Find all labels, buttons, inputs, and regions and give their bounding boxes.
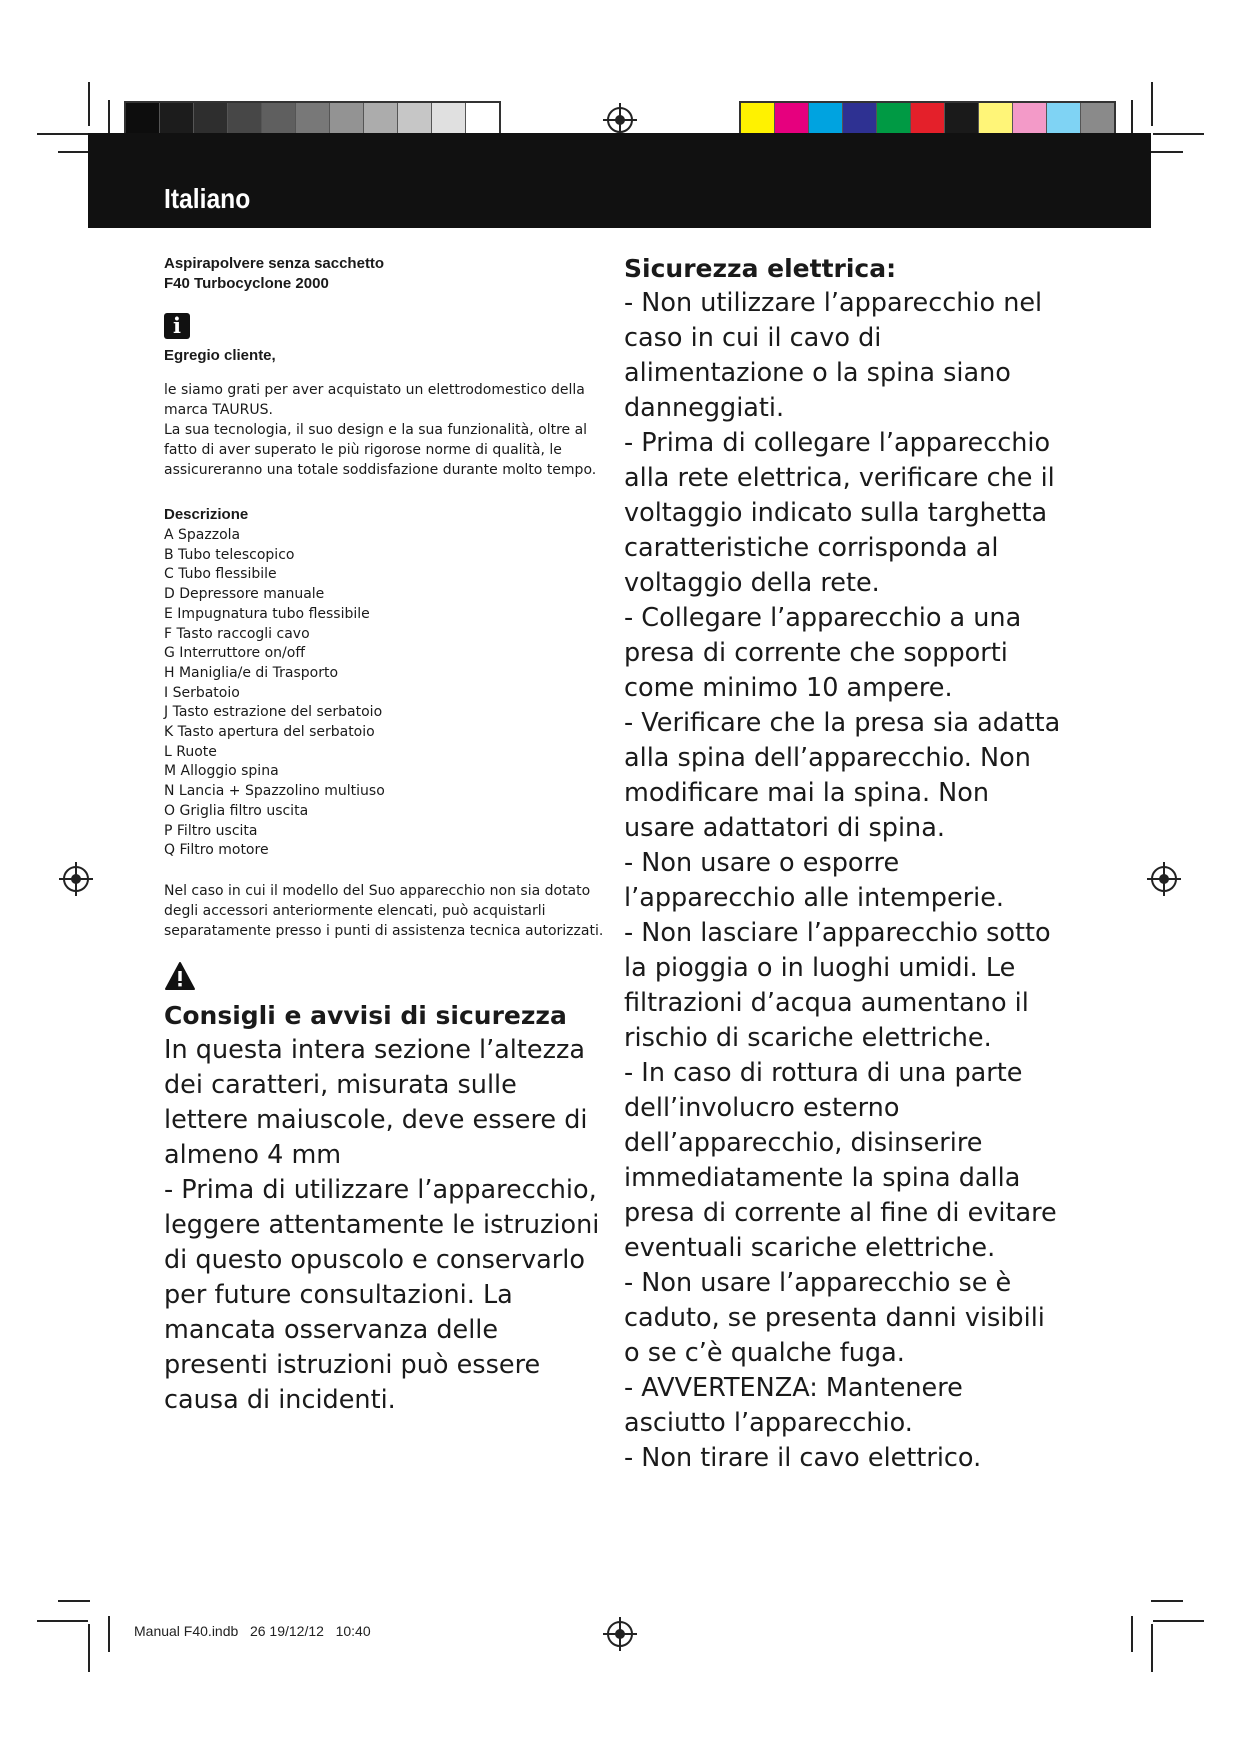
- list-item: - Non usare l’apparecchio se è caduto, se presenta danni visibili o se c’è qualche fuga.: [624, 1268, 1045, 1368]
- crop-mark: [1151, 82, 1153, 126]
- greeting: Egregio cliente,: [164, 347, 276, 364]
- list-item: - Non utilizzare l’apparecchio nel caso in cui il cavo di alimentazione o la spina siano danneggiati.: [624, 288, 1043, 423]
- crop-mark: [88, 82, 90, 126]
- list-item: - AVVERTENZA: Mantenere asciutto l’apparecchio.: [624, 1373, 963, 1438]
- list-item: Q Filtro motore: [164, 842, 269, 859]
- list-item: - Non usare o esporre l’apparecchio alle intemperie.: [624, 848, 1005, 913]
- product-model: F40 Turbocyclone 2000: [164, 275, 329, 292]
- list-item: - Verificare che la presa sia adatta alla spina dell’apparecchio. Non modificare mai la spina. Non usare adattatori di spina.: [624, 708, 1061, 843]
- list-item: G Interruttore on/off: [164, 645, 305, 662]
- list-item: A Spazzola: [164, 527, 241, 543]
- crop-mark: [88, 1624, 90, 1672]
- list-item: H Maniglia/e di Trasporto: [164, 664, 339, 681]
- right-column: [624, 252, 1064, 1476]
- crop-mark: [1153, 133, 1204, 135]
- intro-paragraph: La sua tecnologia, il suo design e la sua funzionalità, oltre al fatto di aver superato le più rigorose norme di qualità, le assicureranno una totale soddisfazione durante molto tempo.: [164, 422, 597, 478]
- electrical-safety-list: [624, 286, 1064, 1476]
- list-item: L Ruote: [164, 743, 217, 760]
- crop-mark: [37, 133, 88, 135]
- list-item: - In caso di rottura di una parte dell’involucro esterno dell’apparecchio, disinserire immediatamente la spina dalla presa di corrente al fine di evitare eventuali scariche elettriche.: [624, 1058, 1057, 1263]
- intro-paragraph: le siamo grati per aver acquistato un elettrodomestico della marca TAURUS.: [164, 382, 585, 418]
- list-item: C Tubo flessibile: [164, 566, 277, 583]
- list-item: N Lancia + Spazzolino multiuso: [164, 783, 385, 800]
- crop-mark: [1151, 1624, 1153, 1672]
- list-item: M Alloggio spina: [164, 763, 279, 780]
- list-item: B Tubo telescopico: [164, 546, 295, 563]
- list-item: - Non tirare il cavo elettrico.: [624, 1443, 982, 1473]
- print-slug: Manual F40.indb 26 19/12/12 10:40: [134, 1623, 371, 1639]
- crop-mark: [1131, 1616, 1133, 1652]
- list-item: I Serbatoio: [164, 684, 240, 701]
- crop-mark: [58, 151, 90, 153]
- list-item: P Filtro uscita: [164, 822, 258, 839]
- crop-mark: [1151, 151, 1183, 153]
- warning-icon: [164, 961, 196, 991]
- list-item: - Non lasciare l’apparecchio sotto la pioggia o in luoghi umidi. Le filtrazioni d’acqua aumentano il rischio di scariche elettriche.: [624, 918, 1051, 1053]
- registration-mark-icon: [63, 866, 89, 892]
- list-item: F Tasto raccogli cavo: [164, 625, 310, 642]
- electrical-safety-heading: Sicurezza elettrica:: [624, 254, 897, 283]
- parts-list: [164, 526, 604, 861]
- accessories-note: Nel caso in cui il modello del Suo apparecchio non sia dotato degli accessori anteriormente elencati, può acquistarli separatamente presso i punti di assistenza tecnica autorizzati.: [164, 882, 604, 939]
- page-title: Italiano: [164, 183, 251, 214]
- product-name: Aspirapolvere senza sacchetto: [164, 255, 385, 272]
- registration-mark-icon: [607, 107, 633, 133]
- safety-text: [164, 1033, 604, 1418]
- list-item: J Tasto estrazione del serbatoio: [164, 704, 383, 721]
- safety-paragraph: In questa intera sezione l’altezza dei caratteri, misurata sulle lettere maiuscole, deve essere di almeno 4 mm: [164, 1034, 588, 1170]
- list-item: K Tasto apertura del serbatoio: [164, 724, 375, 741]
- list-item: O Griglia filtro uscita: [164, 802, 309, 819]
- language-header-bar: [88, 133, 1151, 228]
- list-item: E Impugnatura tubo flessibile: [164, 605, 370, 622]
- crop-mark: [1153, 1620, 1204, 1622]
- list-item: D Depressore manuale: [164, 586, 325, 603]
- list-item: - Prima di collegare l’apparecchio alla rete elettrica, verificare che il voltaggio indicato sulla targhetta caratteristiche corrisponda al voltaggio della rete.: [624, 428, 1055, 598]
- description-title: Descrizione: [164, 506, 249, 523]
- crop-mark: [1151, 1600, 1183, 1602]
- safety-heading: Consigli e avvisi di sicurezza: [164, 1000, 567, 1030]
- info-icon: i: [164, 313, 190, 339]
- list-item: - Collegare l’apparecchio a una presa di corrente che sopporti come minimo 10 ampere.: [624, 603, 1022, 703]
- registration-mark-icon: [1151, 866, 1177, 892]
- registration-mark-icon: [607, 1621, 633, 1647]
- safety-paragraph: - Prima di utilizzare l’apparecchio, leggere attentamente le istruzioni di questo opuscolo e conservarlo per future consultazioni. La mancata osservanza delle presenti istruzioni può essere causa di incidenti.: [164, 1174, 600, 1415]
- intro-text: [164, 380, 604, 480]
- crop-mark: [108, 1616, 110, 1652]
- left-column: [164, 252, 604, 1418]
- crop-mark: [58, 1600, 90, 1602]
- crop-mark: [37, 1620, 88, 1622]
